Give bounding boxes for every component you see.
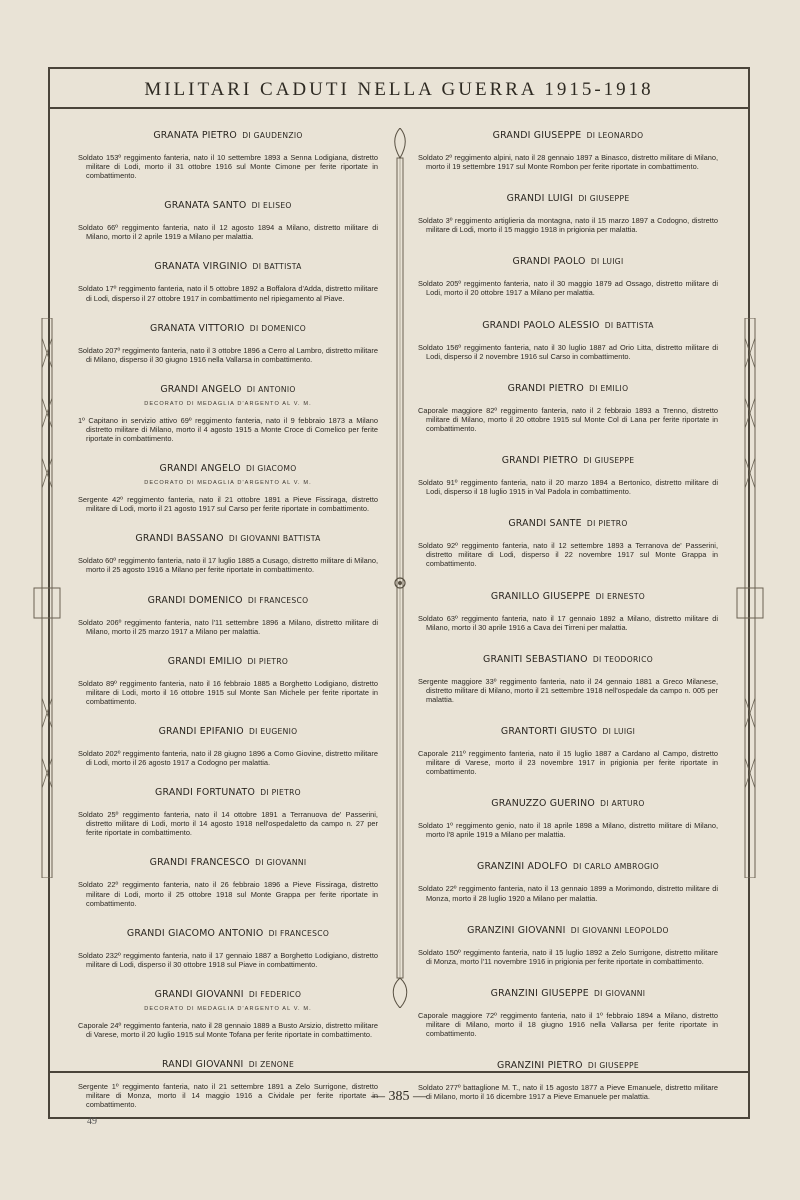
roll-entry [78, 130, 378, 180]
soldier-name: GRANDI ANGELO [160, 383, 242, 395]
roll-entry [418, 383, 718, 433]
medal-note: DECORATO DI MEDAGLIA D'ARGENTO AL V. M. [144, 480, 312, 487]
entry-name [78, 656, 378, 667]
entry-text: Soldato 22º reggimento fanteria, nato il 13 gennaio 1899 a Morimondo, distretto militare di Monza, morto il 28 luglio 1920 a Milano per malattia. [418, 884, 718, 903]
entry-name [78, 787, 378, 798]
roll-entry [78, 533, 378, 574]
soldier-name: GRANATA PIETRO [153, 130, 237, 141]
entry-text: Soldato 156º reggimento fanteria, nato il 30 luglio 1887 ad Orio Litta, distretto militare di Lodi, disperso il 2 novembre 1916 sul Carso in combattimento. [418, 342, 718, 361]
left-column [78, 130, 378, 1129]
medal-note: DECORATO DI MEDAGLIA D'ARGENTO AL V. M. [144, 400, 312, 407]
entry-name [418, 654, 718, 665]
roll-entry [78, 463, 378, 513]
entry-name [418, 925, 718, 936]
entry-text: Soldato 63º reggimento fanteria, nato il 17 gennaio 1892 a Milano, distretto militare di Milano, morto il 30 aprile 1916 a Cava dei Tirreni per malattia. [418, 613, 718, 632]
soldier-name: GRANITI SEBASTIANO [483, 653, 588, 665]
entry-name [418, 518, 718, 529]
soldier-patronymic: DI ELISEO [251, 201, 292, 211]
entry-text: Sergente 42º reggimento fanteria, nato il 21 ottobre 1891 a Pieve Fissiraga, distretto militare di Lodi, morto il 21 agosto 1917 sul Carso per ferite riportate in combattimento. [78, 495, 378, 514]
soldier-name: GRANDI GIOVANNI [154, 988, 244, 1000]
roll-entry [418, 256, 718, 297]
entry-text: Caporale maggiore 72º reggimento fanteria, nato il 1º febbraio 1894 a Milano, distretto militare di Milano, morto il 18 giugno 1916 nella Vallarsa per ferite riportate in combattimento. [418, 1010, 718, 1038]
soldier-name: GRANDI PIETRO [501, 455, 579, 467]
soldier-name: GRANDI EPIFANIO [158, 725, 244, 737]
soldier-name: GRANDI BASSANO [135, 533, 224, 545]
entry-name [78, 533, 378, 544]
soldier-patronymic: DI ARTURO [600, 799, 645, 809]
entry-text: Soldato 207º reggimento fanteria, nato il 3 ottobre 1896 a Cerro al Lambro, distretto militare di Milano, disperso il 30 giugno 1916 nella Vallarsa in combattimento. [78, 345, 378, 364]
entry-name [418, 383, 718, 394]
entry-name [418, 320, 718, 331]
soldier-patronymic: DI DOMENICO [249, 323, 306, 333]
sheet-number: 49 [87, 1116, 97, 1127]
soldier-patronymic: DI CARLO AMBROGIO [572, 862, 659, 872]
roll-entry [418, 518, 718, 568]
right-column [418, 130, 718, 1123]
soldier-name: GRANZINI ADOLFO [476, 861, 568, 873]
soldier-name: GRANDI PIETRO [507, 382, 584, 394]
entry-name [418, 861, 718, 872]
entry-text: Caporale 24º reggimento fanteria, nato il 28 gennaio 1889 a Busto Arsizio, distretto militare di Varese, morto il 20 luglio 1915 sul Monte Tofana per ferite riportate in combattimento. [78, 1020, 378, 1039]
soldier-patronymic: DI FRANCESCO [268, 928, 330, 938]
entry-name [78, 130, 378, 141]
roll-entry [418, 798, 718, 839]
soldier-patronymic: DI LUIGI [590, 257, 624, 267]
roll-entry [78, 989, 378, 1039]
soldier-name: GRANDI ANGELO [159, 463, 241, 475]
soldier-name: GRANZINI PIETRO [497, 1060, 583, 1072]
entry-text: Soldato 150º reggimento fanteria, nato il 15 luglio 1892 a Zelo Surrigone, distretto militare di Monza, morto l'11 novembre 1916 in prigionia per ferite riportate in combattimento. [418, 947, 718, 966]
soldier-name: GRANTORTI GIUSTO [500, 725, 598, 737]
entry-name [78, 726, 378, 737]
entry-name [78, 989, 378, 1000]
entry-name [78, 261, 378, 272]
entry-text: Soldato 22º reggimento fanteria, nato il 26 febbraio 1896 a Pieve Fissiraga, distretto militare di Lodi, morto il 25 ottobre 1918 sul Monte Grappa per ferite riportate in combattimento. [78, 880, 378, 908]
soldier-name: GRANDI FRANCESCO [149, 857, 250, 869]
page-number: — 385 — [371, 1089, 427, 1104]
soldier-patronymic: DI GIOVANNI [594, 988, 646, 998]
soldier-patronymic: DI BATTISTA [252, 262, 302, 272]
entry-name [418, 726, 718, 737]
roll-entry [78, 200, 378, 241]
entry-name [418, 591, 718, 602]
soldier-patronymic: DI ANTONIO [246, 384, 296, 394]
entry-text: Soldato 91º reggimento fanteria, nato il 20 marzo 1894 a Bertonico, distretto militare di Lodi, disperso il 18 luglio 1915 in Val Padola in combattimento. [418, 478, 718, 497]
roll-entry [78, 726, 378, 767]
soldier-name: GRANDI GIACOMO ANTONIO [126, 927, 264, 939]
roll-entry [418, 130, 718, 171]
entry-name [418, 798, 718, 809]
center-column-ornament [391, 128, 409, 1008]
roll-entry [418, 320, 718, 361]
roll-entry [78, 787, 378, 837]
entry-name [418, 193, 718, 204]
entry-name [78, 384, 378, 395]
entry-text: Soldato 3º reggimento artiglieria da montagna, nato il 15 marzo 1897 a Codogno, distretto militare di Lodi, morto il 15 maggio 1918 in prigionia per malattia. [418, 216, 718, 235]
entry-text: 1º Capitano in servizio attivo 69º reggimento fanteria, nato il 9 febbraio 1873 a Milano distretto militare di Milano, morto il 4 agosto 1915 a Monte Croce di Comelico per ferite riportate in combattimento. [78, 415, 378, 444]
soldier-patronymic: DI TEODORICO [592, 654, 653, 664]
roll-entry [418, 455, 718, 496]
entry-text: Soldato 92º reggimento fanteria, nato il 12 settembre 1893 a Terranova de' Passerini, distretto militare di Lodi, disperso il 22 novembre 1917 sul Monte Grappa in combattimento. [418, 541, 718, 569]
roll-entry [418, 726, 718, 776]
roll-entry [78, 656, 378, 706]
soldier-patronymic: DI GIUSEPPE [583, 456, 635, 466]
soldier-name: GRANDI GIUSEPPE [492, 130, 582, 141]
soldier-name: GRANDI PAOLO ALESSIO [482, 319, 600, 331]
soldier-patronymic: DI EMILIO [589, 383, 629, 393]
soldier-name: GRANDI FORTUNATO [155, 787, 256, 799]
entry-text: Sergente maggiore 33º reggimento fanteria, nato il 24 gennaio 1881 a Greco Milanese, distretto militare di Milano, morto il 21 settembre 1918 nell'ospedale da campo n. 005 per malattia. [418, 676, 718, 704]
soldier-patronymic: DI FEDERICO [248, 989, 302, 999]
soldier-patronymic: DI BATTISTA [604, 320, 654, 330]
entry-text: Soldato 2º reggimento alpini, nato il 28 gennaio 1897 a Binasco, distretto militare di Milano, morto il 19 settembre 1917 sul Monte Rombon per ferite riportate in combattimento. [418, 153, 718, 172]
roll-entry [78, 928, 378, 969]
soldier-patronymic: DI GIOVANNI [255, 858, 307, 868]
soldier-patronymic: DI GAUDENZIO [242, 131, 303, 140]
roll-entry [418, 654, 718, 704]
entry-name [418, 455, 718, 466]
left-side-ornament [30, 318, 64, 878]
entry-text: Caporale 211º reggimento fanteria, nato il 15 luglio 1887 a Cardano al Campo, distretto militare di Varese, morto il 23 novembre 1917 in prigionia per ferite riportate in combattimento. [418, 748, 718, 777]
roll-entry [418, 193, 718, 234]
entry-text: Caporale maggiore 82º reggimento fanteria, nato il 2 febbraio 1893 a Trenno, distretto militare di Milano, morto il 20 ottobre 1915 sul Monte Col di Lana per ferite riportate in combattimento. [418, 405, 718, 433]
entry-text: Soldato 206º reggimento fanteria, nato l'11 settembre 1896 a Milano, distretto militare di Milano, morto il 25 marzo 1917 a Milano per malattia. [78, 617, 378, 636]
soldier-name: GRANZINI GIUSEPPE [490, 987, 589, 999]
soldier-patronymic: DI GIOVANNI LEOPOLDO [570, 925, 669, 935]
roll-entry [78, 1059, 378, 1109]
entry-text: Soldato 60º reggimento fanteria, nato il 17 luglio 1885 a Cusago, distretto militare di Milano, morto il 25 agosto 1916 a Milano per ferite riportate in combattimento. [78, 556, 378, 575]
roll-entry [418, 1060, 718, 1101]
soldier-name: GRANATA VITTORIO [150, 322, 245, 334]
roll-entry [78, 857, 378, 907]
soldier-name: GRANDI DOMENICO [147, 594, 243, 606]
soldier-patronymic: DI LUIGI [602, 726, 636, 736]
soldier-name: GRANATA SANTO [164, 200, 247, 212]
soldier-name: GRANATA VIRGINIO [154, 261, 248, 273]
roll-entry [418, 988, 718, 1038]
soldier-name: GRANDI EMILIO [167, 655, 243, 667]
entry-name [418, 988, 718, 999]
entry-text: Soldato 202º reggimento fanteria, nato il 28 giugno 1896 a Como Giovine, distretto militare di Lodi, morto il 26 agosto 1917 a Codogno per malattia. [78, 748, 378, 768]
soldier-patronymic: DI PIETRO [260, 788, 301, 798]
roll-entry [78, 384, 378, 443]
entry-name [418, 130, 718, 141]
entry-text: Soldato 66º reggimento fanteria, nato il 12 agosto 1894 a Milano, distretto militare di Milano, morto il 2 aprile 1919 a Milano per malattia. [78, 223, 378, 242]
entry-name [78, 857, 378, 868]
soldier-patronymic: DI GIUSEPPE [587, 1061, 639, 1071]
soldier-name: GRANDI SANTE [508, 518, 582, 530]
soldier-name: GRANUZZO GUERINO [491, 798, 595, 810]
soldier-name: GRANDI PAOLO [512, 256, 586, 268]
soldier-patronymic: DI GIACOMO [245, 464, 297, 474]
entry-text: Soldato 277º battaglione M. T., nato il 15 agosto 1877 a Pieve Emanuele, distretto militare di Milano, morto il 16 dicembre 1917 a Pieve Emanuele per malattia. [418, 1083, 718, 1102]
roll-entry [78, 323, 378, 364]
soldier-name: RANDI GIOVANNI [161, 1059, 244, 1071]
soldier-patronymic: DI ERNESTO [595, 591, 646, 601]
soldier-patronymic: DI PIETRO [586, 519, 628, 529]
entry-text: Soldato 232º reggimento fanteria, nato il 17 gennaio 1887 a Borghetto Lodigiano, distretto militare di Lodi, disperso il 30 ottobre 1918 sul Piave in combattimento. [78, 950, 378, 969]
entry-text: Soldato 153º reggimento fanteria, nato il 10 settembre 1893 a Senna Lodigiana, distretto militare di Lodi, morto il 31 ottobre 1916 sul Monte Cimone per ferite riportate in combattimento. [78, 153, 378, 181]
roll-entry [78, 595, 378, 636]
roll-entry [418, 591, 718, 632]
entry-name [418, 1060, 718, 1071]
entry-name [78, 928, 378, 939]
page-title: MILITARI CADUTI NELLA GUERRA 1915-1918 [144, 79, 654, 100]
entry-text: Soldato 205º reggimento fanteria, nato il 30 maggio 1879 ad Ossago, distretto militare di Lodi, morto il 20 ottobre 1917 a Milano per malattia. [418, 279, 718, 298]
soldier-patronymic: DI ZENONE [248, 1060, 295, 1070]
entry-text: Soldato 89º reggimento fanteria, nato il 16 febbraio 1885 a Borghetto Lodigiano, distretto militare di Lodi, morto il 16 ottobre 1915 sul Monte San Michele per ferite riportate in combattimento. [78, 678, 378, 706]
right-side-ornament [733, 318, 767, 878]
entry-name [418, 256, 718, 267]
soldier-name: GRANDI LUIGI [506, 193, 574, 205]
soldier-patronymic: DI GIUSEPPE [578, 194, 630, 204]
soldier-patronymic: DI EUGENIO [248, 726, 298, 736]
entry-text: Soldato 17º reggimento fanteria, nato il 5 ottobre 1892 a Boffalora d'Adda, distretto militare di Lodi, disperso il 27 ottobre 1917 in combattimento nel ripiegamento al Piave. [78, 284, 378, 303]
roll-entry [418, 861, 718, 902]
roll-entry [78, 261, 378, 302]
soldier-patronymic: DI LEONARDO [586, 131, 644, 140]
entry-name [78, 463, 378, 474]
entry-name [78, 200, 378, 211]
entry-name [78, 595, 378, 606]
soldier-patronymic: DI PIETRO [247, 656, 289, 666]
soldier-patronymic: DI GIOVANNI BATTISTA [228, 534, 321, 544]
soldier-patronymic: DI FRANCESCO [247, 595, 309, 605]
medal-note: DECORATO DI MEDAGLIA D'ARGENTO AL V. M. [144, 1005, 312, 1012]
entry-text: Sergente 1º reggimento fanteria, nato il 21 settembre 1891 a Zelo Surrigone, distretto militare di Monza, morto il 14 maggio 1916 a Cividale per ferite riportate in combattimento. [78, 1082, 378, 1110]
entry-text: Soldato 25º reggimento fanteria, nato il 14 ottobre 1891 a Terranuova de' Passerini, distretto militare di Lodi, morto il 14 agosto 1918 nell'ospedaletto da campo n. 27 per ferite riportate in combattimento. [78, 810, 378, 838]
entry-text: Soldato 1º reggimento genio, nato il 18 aprile 1898 a Milano, distretto militare di Milano, morto l'8 aprile 1919 a Milano per malattia. [418, 821, 718, 840]
soldier-name: GRANILLO GIUSEPPE [490, 590, 591, 602]
entry-name [78, 1059, 378, 1070]
soldier-name: GRANZINI GIOVANNI [467, 924, 566, 936]
entry-name [78, 323, 378, 334]
roll-entry [418, 925, 718, 966]
page-header [50, 69, 748, 109]
